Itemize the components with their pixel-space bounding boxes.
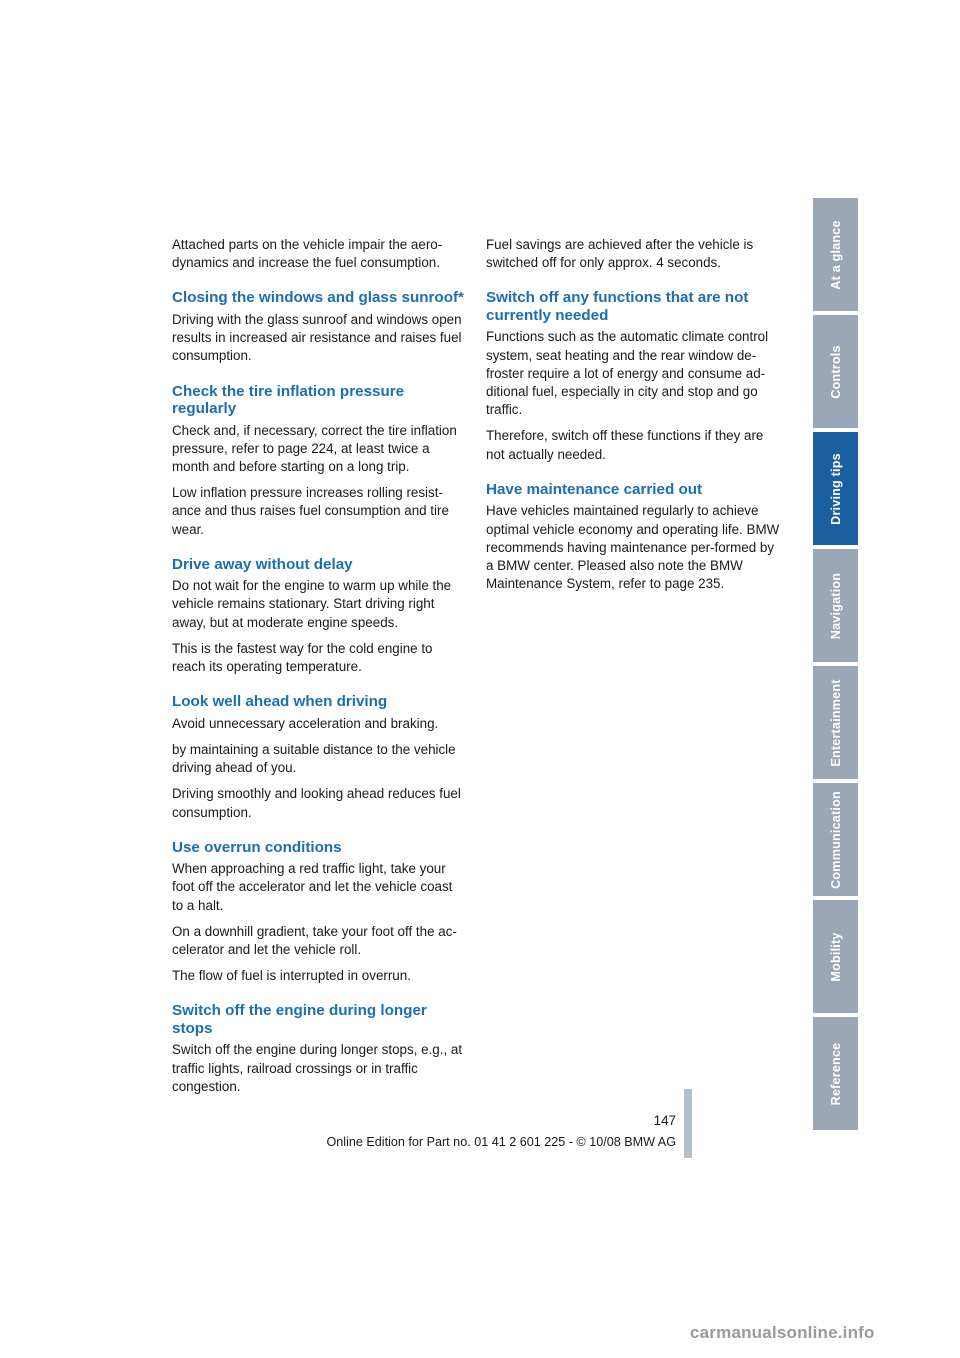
- chapter-tab-label: Reference: [828, 1042, 843, 1105]
- section: [172, 236, 467, 272]
- paragraph: Driving smoothly and looking ahead reduces fuel consumption.: [172, 786, 461, 820]
- chapter-tab-reference[interactable]: [813, 1017, 858, 1130]
- chapter-tab-label: Navigation: [828, 572, 843, 639]
- chapter-tab-label: Entertainment: [828, 678, 843, 767]
- paragraph: Functions such as the automatic climate control system, seat heating and the rear window de-froster require a lot of energy and consume ad-ditional fuel, especially in city and stop and go traffic.: [486, 329, 769, 418]
- chapter-tab-entertainment[interactable]: [813, 666, 858, 779]
- paragraph: by maintaining a suitable distance to the vehicle driving ahead of you.: [172, 741, 456, 776]
- section-heading: Look well ahead when driving: [172, 693, 388, 711]
- chapter-tab-at-a-glance[interactable]: [813, 198, 858, 311]
- paragraph: The flow of fuel is interrupted in overrun.: [172, 968, 411, 984]
- chapter-tab-label: Communication: [828, 790, 843, 889]
- section-heading: Switch off the engine during longer stops: [172, 1002, 427, 1037]
- section: [486, 481, 781, 594]
- paragraph: Have vehicles maintained regularly to achieve optimal vehicle economy and operating life. BMW recommends having maintenance per-formed by a BMW center. Pleased also note the BMW Maintenance System, refer to page 235.: [486, 503, 780, 592]
- paragraph: Do not wait for the engine to warm up while the vehicle remains stationary. Start driving right away, but at moderate engine speeds.: [172, 578, 452, 630]
- paragraph: When approaching a red traffic light, take your foot off the accelerator and let the vehicle coast to a halt.: [172, 861, 453, 913]
- paragraph: Driving with the glass sunroof and windows open results in increased air resistance and raises fuel consumption.: [172, 311, 462, 364]
- paragraph: Switch off the engine during longer stops, e.g., at traffic lights, railroad crossings or in traffic congestion.: [172, 1042, 463, 1094]
- paragraph: Fuel savings are achieved after the vehicle is switched off for only approx. 4 seconds.: [486, 237, 754, 271]
- paragraph: Low inflation pressure increases rolling resist-ance and thus raises fuel consumption and tire wear.: [172, 485, 449, 537]
- section: [172, 383, 467, 539]
- section: [172, 839, 467, 986]
- section: [172, 289, 467, 365]
- section: [486, 289, 781, 463]
- paragraph: Avoid unnecessary acceleration and braking.: [172, 715, 439, 731]
- section: [172, 693, 467, 822]
- chapter-tabs: [813, 198, 858, 1134]
- section-heading: Switch off any functions that are not currently needed: [486, 289, 749, 324]
- chapter-tab-label: Mobility: [828, 931, 843, 982]
- chapter-tab-label: Controls: [828, 344, 843, 399]
- section: [172, 1002, 467, 1096]
- watermark: carmanualsonline.info: [690, 1323, 875, 1342]
- chapter-tab-label: Driving tips: [828, 452, 843, 525]
- footer-bar: [684, 1089, 692, 1158]
- chapter-tab-controls[interactable]: [813, 315, 858, 428]
- page-number: 147: [653, 1113, 676, 1128]
- chapter-tab-label: At a glance: [828, 219, 843, 290]
- section-heading: Closing the windows and glass sunroof*: [172, 289, 464, 307]
- section-heading: Use overrun conditions: [172, 838, 342, 856]
- paragraph: On a downhill gradient, take your foot off the ac-celerator and let the vehicle roll.: [172, 923, 457, 958]
- edition-line: Online Edition for Part no. 01 41 2 601 225 - © 10/08 BMW AG: [326, 1135, 676, 1149]
- paragraph: Attached parts on the vehicle impair the aero-dynamics and increase the fuel consumption.: [172, 237, 443, 271]
- left-column: [172, 236, 467, 1104]
- chapter-tab-driving-tips[interactable]: [813, 432, 858, 545]
- paragraph: This is the fastest way for the cold engine to reach its operating temperature.: [172, 640, 433, 675]
- section-heading: Check the tire inflation pressure regularly: [172, 382, 405, 418]
- section: [486, 236, 781, 272]
- section-heading: Have maintenance carried out: [486, 480, 703, 498]
- section: [172, 556, 467, 677]
- chapter-tab-communication[interactable]: [813, 783, 858, 896]
- chapter-tab-mobility[interactable]: [813, 900, 858, 1013]
- right-column: [486, 236, 781, 601]
- paragraph: Check and, if necessary, correct the tire inflation pressure, refer to page 224, at least twice a month and before starting on a long trip.: [172, 422, 457, 474]
- section-heading: Drive away without delay: [172, 555, 353, 573]
- paragraph: Therefore, switch off these functions if they are not actually needed.: [486, 428, 764, 462]
- chapter-tab-navigation[interactable]: [813, 549, 858, 662]
